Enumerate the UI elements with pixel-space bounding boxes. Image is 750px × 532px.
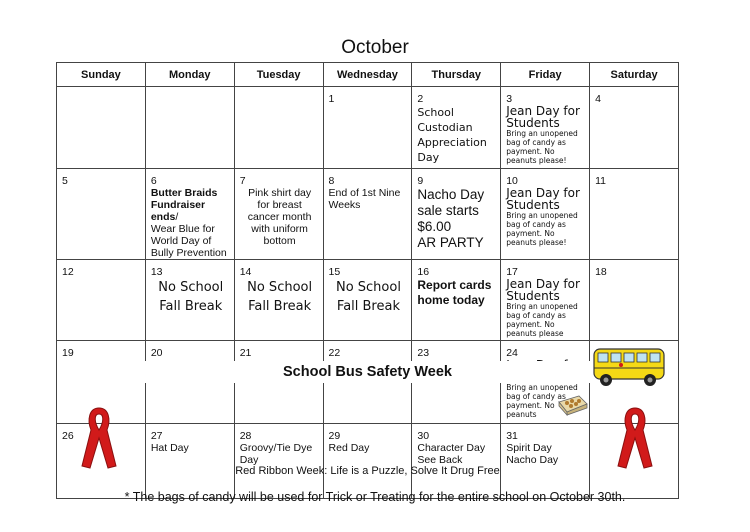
day-cell-empty: [234, 87, 323, 169]
day-cell-4: [590, 87, 679, 169]
candy-box-icon: [557, 392, 589, 416]
day-cell-27: [145, 424, 234, 499]
bus-safety-week-banner: School Bus Safety Week: [145, 361, 590, 383]
event-text: Butter Braids Fundraiser ends/ Wear Blue for World Day of Bully Prevention: [150, 187, 227, 259]
weekday-sunday: Sunday: [57, 63, 146, 87]
red-ribbon-icon: [78, 404, 120, 470]
day-cell-31: [501, 424, 590, 499]
day-number: 28: [239, 430, 252, 442]
jean-day-text: Jean Day for Students: [506, 186, 580, 212]
day-number: 11: [595, 175, 606, 187]
candy-note: Bring an unopened bag of candy as payment. No peanuts please!: [506, 211, 578, 247]
red-ribbon-week-banner: Red Ribbon Week: Life is a Puzzle, Solve It Drug Free: [235, 465, 500, 477]
month-title: October: [341, 37, 409, 58]
day-number: 13: [150, 266, 163, 278]
day-number: 22: [328, 347, 341, 359]
weekday-saturday: Saturday: [590, 63, 679, 87]
event-text: No School Fall Break: [335, 280, 401, 314]
event-text: No School Fall Break: [247, 280, 313, 314]
day-cell-28: [234, 424, 323, 499]
day-number: 18: [595, 266, 607, 278]
event-text: Pink shirt day for breast cancer month with uniform bottom: [247, 187, 312, 247]
day-number: 10: [506, 175, 518, 187]
weekday-thursday: Thursday: [412, 63, 501, 87]
weekday-header-row: [57, 63, 679, 87]
day-number: 5: [62, 175, 68, 187]
day-cell-2: [412, 87, 501, 169]
day-cell-29: [323, 424, 412, 499]
candy-note: Bring an unopened bag of candy as payment. No peanuts please!: [506, 129, 578, 165]
calendar-grid: [56, 62, 679, 499]
day-number: 26: [62, 430, 74, 442]
day-cell-empty: [57, 87, 146, 169]
day-cell-18: [590, 260, 679, 341]
day-number: 6: [150, 175, 157, 187]
day-cell-9: [412, 169, 501, 260]
jean-day-text: Jean Day for Students: [506, 277, 580, 303]
day-number: 8: [328, 175, 335, 187]
weekday-friday: Friday: [501, 63, 590, 87]
red-ribbon-icon: [614, 404, 656, 470]
day-number: 14: [239, 266, 252, 278]
day-number: 7: [239, 175, 246, 187]
day-cell-6: [145, 169, 234, 260]
day-number: 21: [239, 347, 252, 359]
day-cell-17: [501, 260, 590, 341]
event-text: Red Day: [328, 442, 370, 454]
day-number: 31: [506, 430, 518, 442]
weekday-monday: Monday: [145, 63, 234, 87]
weekday-tuesday: Tuesday: [234, 63, 323, 87]
day-number: 3: [506, 93, 513, 105]
day-number: 1: [328, 93, 335, 105]
event-text: Nacho Day sale starts $6.00 AR PARTY: [417, 187, 485, 250]
day-cell-3: [501, 87, 590, 169]
day-cell-16: [412, 260, 501, 341]
day-cell-13: [145, 260, 234, 341]
day-cell-11: [590, 169, 679, 260]
day-cell-15: [323, 260, 412, 341]
week-row-2: [57, 169, 679, 260]
weekday-wednesday: Wednesday: [323, 63, 412, 87]
event-text: Spirit Day Nacho Day: [506, 442, 559, 466]
day-number: 4: [595, 93, 601, 105]
day-number: 2: [417, 93, 424, 105]
jean-day-text: Jean Day for Students: [506, 104, 580, 130]
day-number: 12: [62, 266, 74, 278]
day-cell-14: [234, 260, 323, 341]
day-number: 16: [417, 266, 430, 278]
day-cell-8: [323, 169, 412, 260]
day-cell-7: [234, 169, 323, 260]
day-number: 15: [328, 266, 341, 278]
day-cell-30: [412, 424, 501, 499]
candy-note: Bring an unopened bag of candy as payment. No peanuts: [506, 383, 578, 419]
day-number: 24: [506, 347, 518, 359]
day-cell-empty: [145, 87, 234, 169]
day-number: 17: [506, 266, 518, 278]
footnote: * The bags of candy will be used for Trick or Treating for the entire school on October 30th.: [124, 490, 626, 504]
day-number: 20: [150, 347, 163, 359]
candy-note: Bring an unopened bag of candy as payment. No peanuts please: [506, 302, 578, 338]
day-number: 19: [62, 347, 74, 359]
day-number: 27: [150, 430, 163, 442]
week-row-5: [57, 424, 679, 499]
day-cell-12: [57, 260, 146, 341]
day-number: 30: [417, 430, 430, 442]
school-bus-icon: [592, 343, 668, 389]
day-cell-10: [501, 169, 590, 260]
event-text: Report cards home today: [417, 278, 492, 307]
event-text: School Custodian Appreciation Day: [417, 106, 487, 164]
day-number: 9: [417, 175, 424, 187]
event-text: End of 1st Nine Weeks: [328, 187, 401, 211]
day-number: 29: [328, 430, 341, 442]
day-number: 23: [417, 347, 430, 359]
week-row-1: [57, 87, 679, 169]
week-row-3: [57, 260, 679, 341]
event-text: Hat Day: [150, 442, 189, 454]
event-text: Groovy/Tie Dye Day: [239, 442, 313, 466]
event-text: No School Fall Break: [158, 280, 224, 314]
day-cell-1: [323, 87, 412, 169]
day-cell-5: [57, 169, 146, 260]
event-text: Character Day See Back: [417, 442, 486, 466]
